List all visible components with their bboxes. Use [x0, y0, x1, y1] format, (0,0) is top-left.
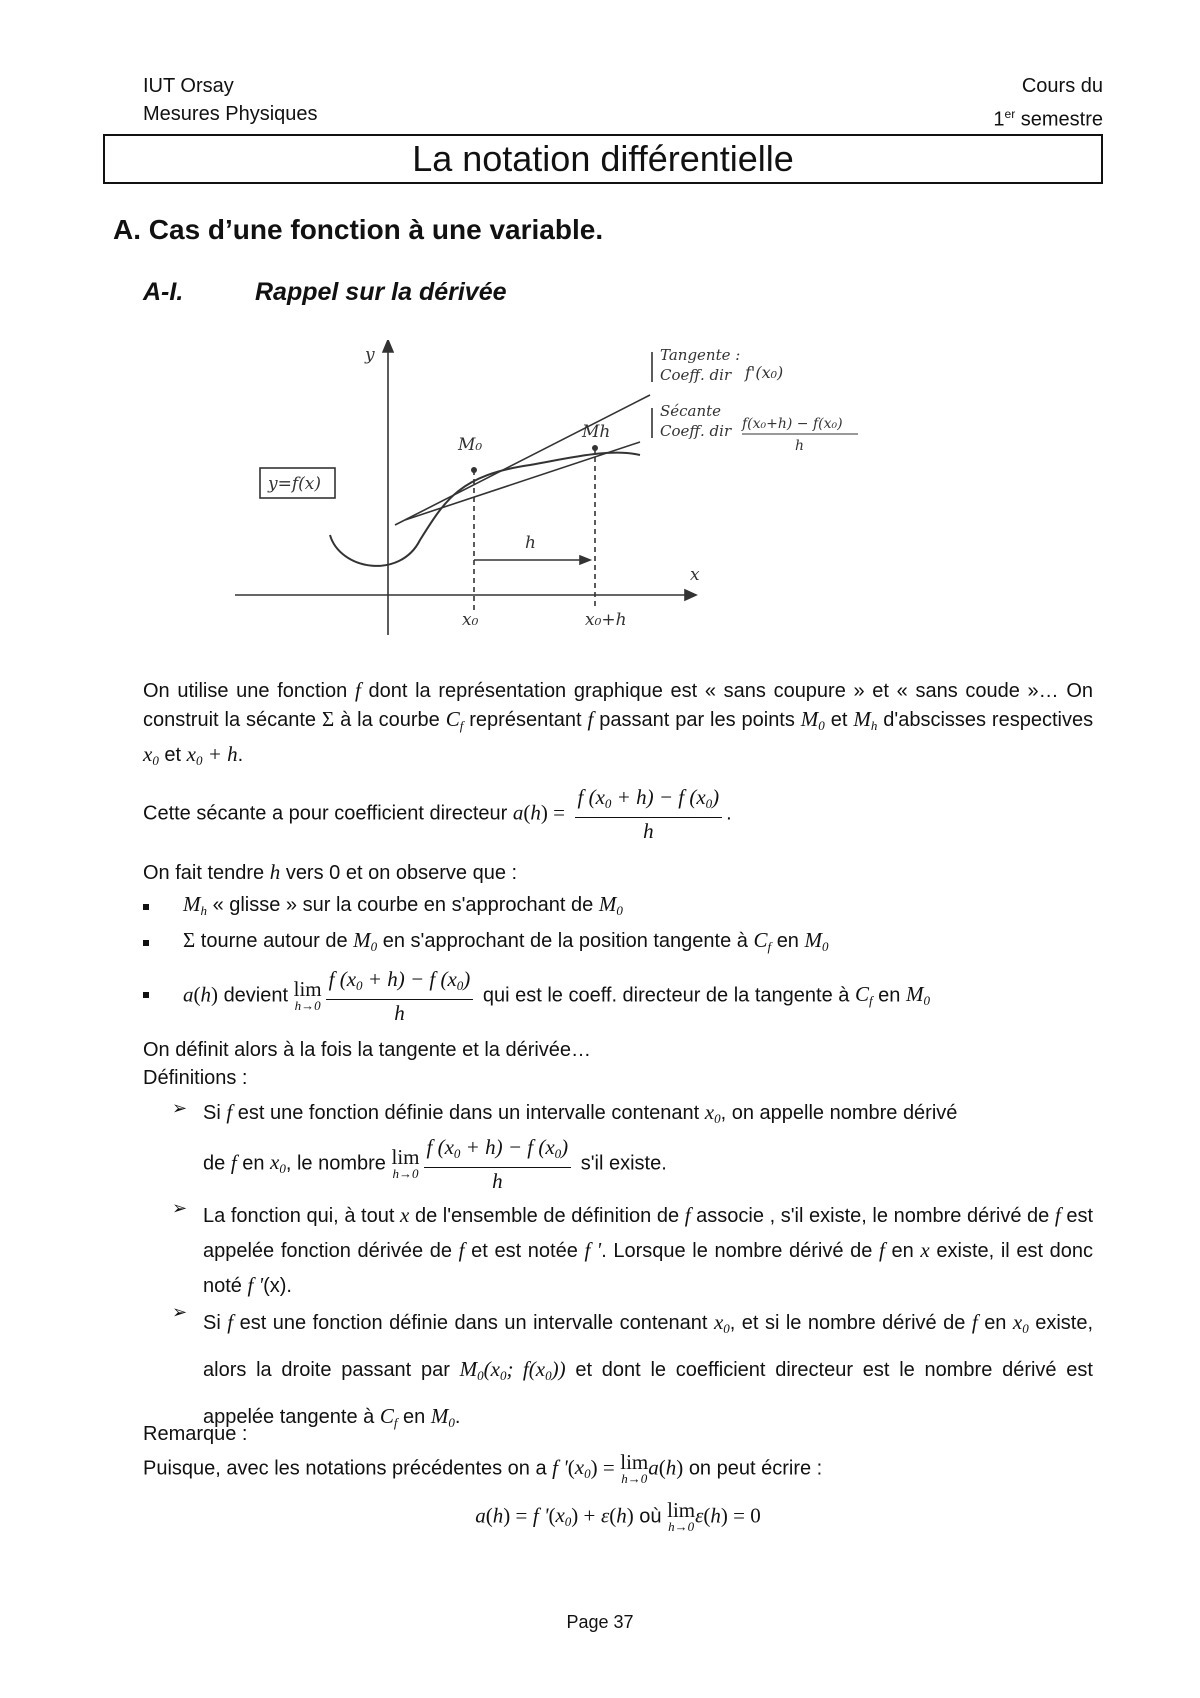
curve [330, 453, 640, 566]
limit: lim h→0 [293, 977, 322, 1013]
header-right [993, 72, 1103, 134]
definition-3: Si f est une fonction définie dans un intervalle contenant $x_0$, et si le nombre dérivé de f en $x_0$ existe, alors la droite passant par $M_0(x_0$; $f(x_0)$) et dont le coefficient directeur est le nombre dérivé est appelée tangente à $C_f$ en $M_0$. [203, 1310, 1094, 1430]
secant-line [405, 442, 640, 520]
b2-text-c: en [776, 930, 799, 952]
x-axis-label: x [690, 565, 700, 585]
secant-den: h [795, 438, 805, 454]
math-x0: $x_0$ [143, 742, 159, 768]
tangent-value: f'(x₀) [745, 363, 784, 382]
page-number: Page 37 [566, 1612, 634, 1632]
math-h: h [269, 860, 281, 884]
x-axis-arrow [685, 590, 696, 600]
b3-text-c: en [878, 984, 901, 1007]
tangent-label: Tangente : [660, 346, 741, 364]
tangent-coef-label: Coeff. dir [660, 366, 732, 384]
definition-1-cont: de f en $x_0$, le nombre lim h→0 $\frac{f (x_0 + h) - f (x_0)}{h}$ s'il existe. [203, 1135, 667, 1193]
b1-text: « glisse » sur la courbe en s'approchant de [212, 894, 594, 916]
p2-text: Cette sécante a pour coefficient directeur [143, 802, 508, 825]
h-arrow [580, 556, 590, 564]
document-title: La notation différentielle [103, 134, 1103, 184]
fraction-limit: $\frac{f (x_0 + h) - f (x_0)}{h}$ [326, 966, 474, 1026]
p1-text-i: . [237, 744, 244, 766]
header-left [143, 72, 318, 128]
arrow-bullet-3: ➢ [172, 1302, 188, 1322]
header-course: Cours du [1021, 75, 1103, 97]
b3-text-a: devient [223, 984, 289, 1007]
curve-label: y=f(x) [268, 474, 321, 494]
p1-text-c: à la courbe [340, 709, 440, 731]
paragraph-definitions-intro: On définit alors à la fois la tangente et la dérivée… [143, 1039, 592, 1061]
secant-num: f(x₀+h) − f(x₀) [742, 416, 843, 432]
semester-number: 1 [993, 108, 1005, 131]
bullet-text-3: a(h) devient lim h→0 $\frac{f (x_0 + h) - f (x_0)}{h}$ qui est le coeff. directeur de la tangente à $C_f$ en $M_0$ [183, 967, 930, 1025]
p3-text-a: On fait tendre [143, 862, 265, 884]
equation-epsilon: a(h) = f '$(x_0) + \varepsilon(h)$ où lim h→0 ε(h) = 0 [475, 1498, 761, 1534]
math-mh: $M_h$ [853, 707, 878, 733]
fraction-secant: $\frac{f (x_0 + h) - f (x_0)}{h}$ [575, 784, 723, 844]
secant-coef-label: Coeff. dir [660, 422, 732, 440]
bullet-1 [143, 904, 149, 910]
p1-text-h: et [164, 744, 182, 766]
bullet-2 [143, 940, 149, 946]
definitions-label: Définitions : [143, 1067, 248, 1089]
b3-text-b: qui est le coeff. directeur de la tangente à [482, 984, 850, 1007]
header-semester [993, 100, 1103, 134]
semester-sup: er [1004, 107, 1016, 121]
subsection-heading [143, 278, 507, 307]
y-axis-label: y [365, 345, 375, 365]
y-axis-arrow [383, 340, 393, 352]
p1-text-b: dont la représentation graphique est « sans coupure » et « sans coude »… On construit la sécante [143, 680, 1094, 731]
math-f: f [354, 678, 361, 702]
paragraph-remark: Puisque, avec les notations précédentes on a f '$(x_0) = \lim$ h→0 a(h) on peut écrire : [143, 1450, 823, 1486]
math-sigma: Σ [321, 707, 335, 731]
definition-2: La fonction qui, à tout x de l'ensemble de définition de f associe , s'il existe, le nombre dérivé de f est appelée fonction dérivée de f et est notée f '. Lorsque le nombre dérivé de f en x existe, il est donc noté f '(x). [203, 1203, 1094, 1297]
p1-text-e: passant par les points [599, 709, 795, 731]
p1-text-g: d'abscisses respectives [883, 709, 1094, 731]
header-institution: IUT Orsay [143, 75, 234, 97]
paragraph-coefficient: Cette sécante a pour coefficient directeur a(h) = $\frac{f (x_0 + h) - f (x_0)}{h}$ . [143, 785, 732, 843]
bullet-text-2: Σ tourne autour de $M_0$ en s'approchant de la position tangente à $C_f$ en $M_0$ [183, 928, 829, 954]
b2-text-b: en s'approchant de la position tangente à [382, 930, 748, 952]
p1-text-d: représentant [469, 709, 582, 731]
b2-text-a: tourne autour de [200, 930, 348, 952]
p1-text-a: On utilise une fonction [143, 680, 348, 702]
p1-text-f: et [830, 709, 848, 731]
math-ah: a [512, 800, 524, 825]
bullet-3 [143, 992, 149, 998]
subsection-title: Rappel sur la dérivée [255, 278, 507, 306]
x0-label: x₀ [462, 610, 479, 630]
paragraph-secant [143, 676, 1093, 775]
math-f: f [587, 707, 594, 731]
math-x0-plus-h: $x_0 + h$ [186, 742, 238, 768]
secant-label: Sécante [660, 402, 722, 420]
mh-point [592, 445, 598, 451]
m0-point [471, 467, 477, 473]
h-label: h [525, 533, 536, 553]
derivative-figure [230, 340, 950, 640]
semester-word: semestre [1015, 108, 1103, 131]
paragraph-limit-intro [143, 858, 1093, 887]
definition-1: Si f est une fonction définie dans un intervalle contenant $x_0$, on appelle nombre dérivé [203, 1100, 958, 1126]
x0h-label: x₀+h [585, 610, 627, 630]
remark-label: Remarque : [143, 1423, 248, 1445]
arrow-bullet-1: ➢ [172, 1098, 188, 1118]
m0-label: M₀ [458, 435, 483, 455]
section-heading: A. Cas d’une fonction à une variable. [113, 214, 604, 245]
arrow-bullet-2: ➢ [172, 1198, 188, 1218]
math-m0: $M_0$ [800, 707, 825, 733]
math-cf: $C_f$ [445, 707, 464, 733]
bullet-text-1: $M_h$ « glisse » sur la courbe en s'approchant de $M_0$ [183, 892, 623, 918]
subsection-number: A-I. [143, 278, 184, 306]
header-department: Mesures Physiques [143, 103, 318, 125]
tangent-line [395, 395, 650, 525]
mh-label: Mh [582, 422, 611, 442]
p3-text-b: vers 0 et on observe que : [285, 862, 518, 884]
